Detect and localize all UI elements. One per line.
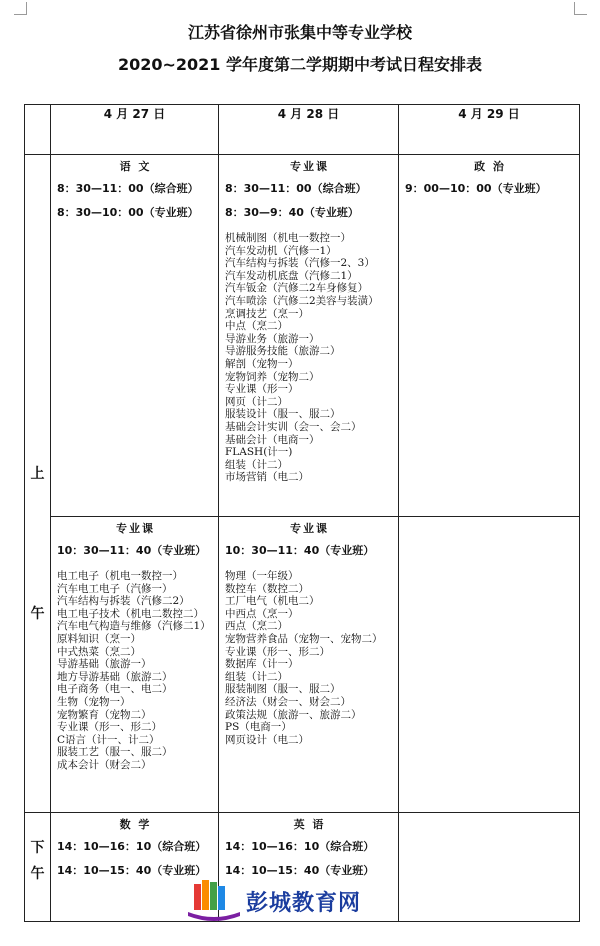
subject-label: 语 文 bbox=[119, 160, 152, 173]
course-item: 组装（计二） bbox=[225, 458, 288, 471]
course-item: 组装（计二） bbox=[225, 670, 288, 683]
course-item: 服装设计（服一、服二） bbox=[225, 408, 341, 421]
course-item: 服装工艺（服一、服二） bbox=[57, 746, 173, 759]
course-item: 经济法（财会一、财会二） bbox=[225, 695, 351, 708]
morning-label-cell bbox=[25, 155, 51, 813]
site-watermark bbox=[186, 878, 416, 926]
course-list bbox=[57, 570, 214, 772]
exam-time: 14：10—15：40（专业班） bbox=[57, 864, 207, 877]
course-item: 宠物繁育（宠物二） bbox=[57, 708, 152, 721]
course-item: 专业课（形一、形二） bbox=[57, 721, 162, 734]
document-title: 江苏省徐州市张集中等专业学校 bbox=[187, 23, 412, 42]
exam-time: 14：10—16：10（综合班） bbox=[225, 840, 375, 853]
course-item: 导游服务技能（旅游二） bbox=[225, 345, 341, 358]
course-item: 烹调技艺（烹一） bbox=[225, 307, 309, 320]
books-logo-icon bbox=[186, 878, 242, 924]
course-item: 汽车结构与拆装（汽修一2、3） bbox=[225, 257, 375, 270]
day-header: 4 月 27 日 bbox=[51, 105, 219, 155]
afternoon-label: 下 bbox=[30, 840, 45, 856]
subject-label: 英 语 bbox=[293, 818, 326, 831]
course-item: 专业课（形一、形二） bbox=[225, 645, 330, 658]
morning-session-2-row bbox=[25, 517, 580, 813]
exam-time: 14：10—15：40（专业班） bbox=[225, 864, 375, 877]
header-row bbox=[25, 105, 580, 155]
course-item: 西点（烹二） bbox=[225, 620, 288, 633]
course-item: 宠物营养食品（宠物一、宠物二） bbox=[225, 632, 383, 645]
course-item: 电工电子技术（机电二数控二） bbox=[57, 607, 204, 620]
course-item: 汽车电工电子（汽修一） bbox=[57, 582, 173, 595]
course-item: 机械制图（机电一数控一） bbox=[225, 232, 351, 244]
course-item: 电工电子（机电一数控一） bbox=[57, 570, 183, 582]
morning-label: 上 bbox=[30, 466, 45, 482]
exam-time: 10：30—11：40（专业班） bbox=[225, 544, 375, 557]
course-item: 汽车结构与拆装（汽修二2） bbox=[57, 595, 190, 608]
watermark-text: 彭城教育网 bbox=[246, 891, 362, 916]
course-item: 解剖（宠物一） bbox=[225, 357, 299, 370]
course-item: PS（电商一） bbox=[225, 721, 292, 734]
course-item: 原料知识（烹一） bbox=[57, 632, 141, 645]
course-item: 汽车钣金（汽修二2车身修复） bbox=[225, 282, 369, 295]
course-list bbox=[225, 570, 394, 746]
course-item: FLASH(计一) bbox=[225, 446, 293, 459]
course-item: 数据库（计一） bbox=[225, 658, 299, 671]
course-item: 政策法规（旅游一、旅游二） bbox=[225, 708, 362, 721]
course-item: 网页设计（电二） bbox=[225, 733, 309, 746]
exam-cell bbox=[219, 517, 399, 813]
course-item: 成本会计（财会二） bbox=[57, 758, 152, 771]
course-item: 专业课（形一） bbox=[225, 383, 299, 396]
exam-time: 9：00—10：00（专业班） bbox=[405, 182, 547, 195]
course-item: 网页（计二） bbox=[225, 395, 288, 408]
course-item: 导游基础（旅游一） bbox=[57, 658, 152, 671]
course-item: 工厂电气（机电二） bbox=[225, 595, 320, 608]
corner-cell bbox=[25, 105, 51, 155]
document-subtitle: 2020~2021 学年度第二学期期中考试日程安排表 bbox=[117, 55, 483, 74]
course-item: 宠物饲养（宠物二） bbox=[225, 370, 320, 383]
afternoon-label-2: 午 bbox=[30, 866, 45, 882]
subject-label: 数 学 bbox=[119, 818, 152, 831]
page-corner-mark bbox=[14, 2, 27, 15]
day-header: 4 月 28 日 bbox=[219, 105, 399, 155]
course-item: 地方导游基础（旅游二） bbox=[57, 670, 173, 683]
subject-label: 专业课 bbox=[116, 522, 155, 535]
exam-schedule-table bbox=[24, 104, 580, 922]
exam-time: 8：30—11：00（综合班） bbox=[225, 182, 367, 195]
exam-time: 8：30—10：00（专业班） bbox=[57, 206, 199, 219]
course-item: 中式热菜（烹二） bbox=[57, 645, 141, 658]
morning-label-2: 午 bbox=[30, 606, 45, 622]
course-item: 汽车发动机（汽修一1） bbox=[225, 244, 337, 257]
morning-session-1-row bbox=[25, 155, 580, 517]
exam-time: 8：30—9：40（专业班） bbox=[225, 206, 359, 219]
subject-label: 政 治 bbox=[474, 160, 506, 173]
course-item: 中西点（烹一） bbox=[225, 607, 299, 620]
course-item: 基础会计实训（会一、会二） bbox=[225, 420, 362, 433]
course-item: 物理（一年级） bbox=[225, 570, 299, 582]
course-item: 数控车（数控二） bbox=[225, 582, 309, 595]
course-item: C语言（计一、计二） bbox=[57, 733, 160, 746]
exam-time: 14：10—16：10（综合班） bbox=[57, 840, 207, 853]
exam-cell bbox=[399, 155, 580, 517]
course-item: 市场营销（电二） bbox=[225, 471, 309, 484]
course-item: 导游业务（旅游一） bbox=[225, 332, 320, 345]
course-item: 服装制图（服一、服二） bbox=[225, 683, 341, 696]
subject-label: 专业课 bbox=[290, 522, 329, 535]
course-item: 汽车电气构造与维修（汽修二1） bbox=[57, 620, 211, 633]
exam-cell-empty bbox=[399, 813, 580, 922]
exam-cell bbox=[51, 517, 219, 813]
course-item: 基础会计（电商一） bbox=[225, 433, 320, 446]
course-item: 汽车发动机底盘（汽修二1） bbox=[225, 269, 358, 282]
exam-cell bbox=[51, 155, 219, 517]
exam-time: 8：30—11：00（综合班） bbox=[57, 182, 199, 195]
course-item: 生物（宠物一） bbox=[57, 695, 131, 708]
course-item: 电子商务（电一、电二） bbox=[57, 683, 173, 696]
exam-cell bbox=[219, 155, 399, 517]
afternoon-label-cell bbox=[25, 813, 51, 922]
day-header: 4 月 29 日 bbox=[399, 105, 580, 155]
page-corner-mark bbox=[574, 2, 587, 15]
course-item: 中点（烹二） bbox=[225, 320, 288, 333]
exam-cell-empty bbox=[399, 517, 580, 813]
course-item: 汽车喷涂（汽修二2美容与装潢） bbox=[225, 294, 379, 307]
course-list bbox=[225, 232, 394, 484]
subject-label: 专业课 bbox=[290, 160, 329, 173]
exam-time: 10：30—11：40（专业班） bbox=[57, 544, 207, 557]
